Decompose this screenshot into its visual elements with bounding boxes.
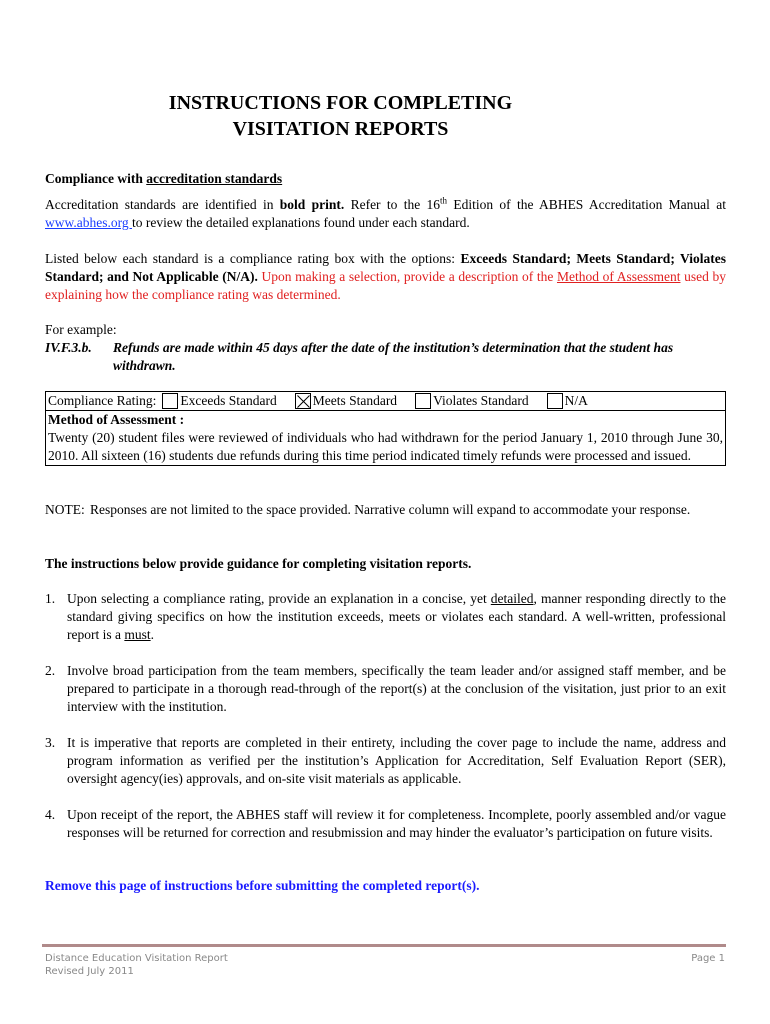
compliance-rating-box — [45, 391, 726, 466]
page-number: Page 1 — [691, 953, 725, 964]
footer-document-info — [45, 952, 228, 978]
note-label: NOTE: — [45, 502, 85, 517]
compliance-rating-label: Compliance Rating: — [48, 393, 157, 408]
title-line-2: VISITATION REPORTS — [232, 118, 449, 140]
list-item: 3. It is imperative that reports are completed in their entirety, including the cover page to include the name, address and program information as verified per the institution’s Application for Accreditation, Self Evaluation Report (SER), oversight agency(ies) approvals, and on-site visit materials as applicable. — [45, 735, 726, 786]
exceeds-standard-label: Exceeds Standard — [180, 393, 277, 408]
exceeds-standard-checkbox[interactable] — [162, 393, 178, 409]
standard-code: IV.F.3.b. — [45, 340, 92, 355]
violates-standard-label: Violates Standard — [433, 393, 529, 408]
abhes-website-link[interactable]: www.abhes.org — [45, 215, 132, 230]
note-text: Responses are not limited to the space provided. Narrative column will expand to accommodate your response. — [90, 502, 691, 517]
not-applicable-checkbox[interactable] — [547, 393, 563, 409]
violates-standard-checkbox[interactable] — [415, 393, 431, 409]
meets-standard-label: Meets Standard — [312, 393, 398, 408]
closing-instruction: Remove this page of instructions before submitting the completed report(s). — [45, 878, 480, 893]
footer-document-title: Distance Education Visitation Report — [45, 953, 228, 964]
compliance-paragraph-1: Accreditation standards are identified in bold print. Refer to the 16th Edition of the ABHES Accreditation Manual at www.abhes.org to review the detailed explanations found under each standard. — [45, 195, 726, 230]
instruction-list — [45, 590, 726, 860]
list-item: 4. Upon receipt of the report, the ABHES staff will review it for completeness. Incomplete, poorly assembled and/or vague responses will be returned for correction and resubmission and may hinder the evaluator’s participation on future visits. — [45, 807, 726, 840]
instructions-heading: The instructions below provide guidance for completing visitation reports. — [45, 556, 472, 571]
compliance-rating-row — [46, 392, 726, 411]
footer-revision: Revised July 2011 — [45, 966, 134, 977]
footer-divider — [42, 944, 726, 947]
page-title — [0, 90, 681, 142]
standard-text: Refunds are made within 45 days after the date of the institution’s determination that the student has withdrawn. — [113, 340, 674, 373]
method-of-assessment-label: Method of Assessment : — [48, 412, 185, 427]
list-item: 2. Involve broad participation from the team members, specifically the team leader and/or assigned staff member, and be prepared to participate in a thorough read-through of the report(s) at the conclusion of the visitation, just prior to an exit interview with the institution. — [45, 663, 726, 714]
not-applicable-label: N/A — [564, 393, 588, 408]
compliance-heading: Compliance with accreditation standards — [45, 171, 283, 186]
meets-standard-checkbox[interactable] — [295, 393, 311, 409]
method-of-assessment-response: Twenty (20) student files were reviewed of individuals who had withdrawn for the period January 1, 2010 through June 30, 2010. All sixteen (16) students due refunds during this time period indicated timely refunds were processed and issued. — [48, 430, 723, 463]
accreditation-standards-text: accreditation standards — [146, 171, 283, 186]
compliance-paragraph-2: Listed below each standard is a compliance rating box with the options: Exceeds Standard; Meets Standard; Violates Standard; and Not Applicable (N/A). Upon making a selection, provide a description of the Method of Assessment used by explaining how the compliance rating was determined. — [45, 251, 727, 302]
title-line-1: INSTRUCTIONS FOR COMPLETING — [168, 92, 513, 114]
method-of-assessment-text: Method of Assessment — [556, 269, 681, 284]
list-item: 1. Upon selecting a compliance rating, provide an explanation in a concise, yet detailed, manner responding directly to the standard giving specifics on how the institution exceeds, meets or violates each standard. A well-written, professional report is a must. — [45, 591, 726, 642]
example-label: For example: — [45, 322, 117, 337]
method-of-assessment-cell[interactable] — [46, 411, 726, 466]
